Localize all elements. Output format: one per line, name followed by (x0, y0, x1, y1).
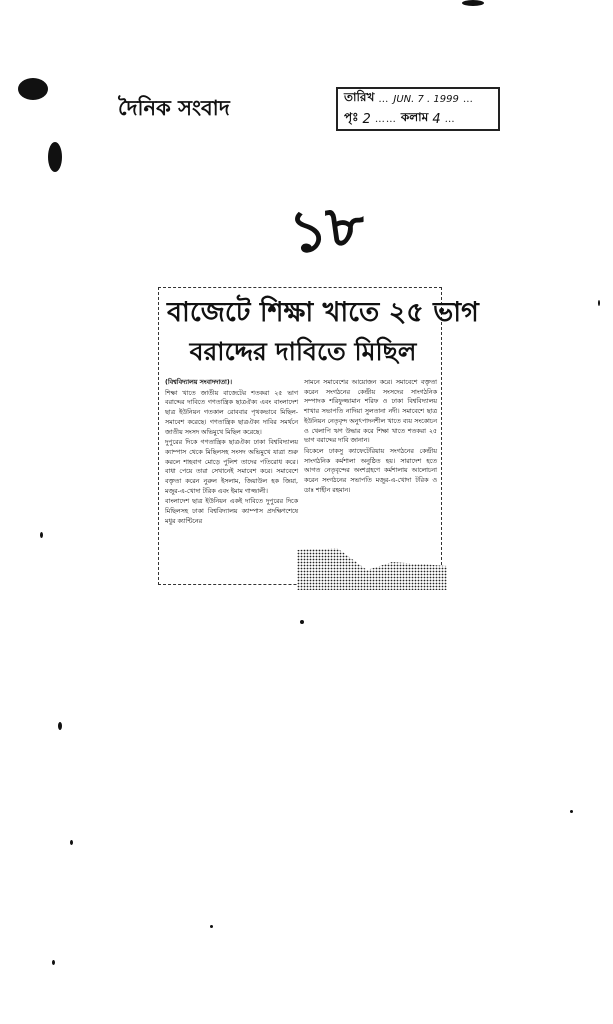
scan-speck (40, 532, 43, 538)
page-label: পৃঃ (344, 110, 359, 124)
headline-line-1: বাজেটে শিক্ষা খাতে ২৫ ভাগ (167, 297, 479, 328)
article-paragraph: সামনে সমাবেশের আয়োজন করে। সমাবেশে বক্তৃতা করেন সংগঠনের কেন্দ্রীয় সংসদের সাংগঠনিক সম্পাদক শরিফুজ্জামান শরিফ ও ঢাকা বিশ্ববিদ্যালয় শাখার সভাপতি নাদিয়া সুলতানা নদী। সমাবেশে ছাত্র ইউনিয়ন নেতৃবৃন্দ অনুৎপাদনশীল খাতে ব্যয় সংকোচন ও খেলাপি ঋণ উদ্ধার করে শিক্ষা খাতে শতকরা ২৫ ভাগ বরাদ্দের দাবি জানান। (304, 379, 437, 445)
page-column-row (338, 109, 498, 129)
article-paragraph: বিকেলে ঢাকসু ক্যাফেটেরিয়ায় সংগঠনের কেন্দ্রীয় সাংগঠনিক কর্মশালা অনুষ্ঠিত হয়। সারাদেশ হতে আগত নেতৃবৃন্দের অংশগ্রহণে কর্মশালায় আলোচনা করেন সংগঠনের সভাপতি মজুর-এ-খোদা টরিক ও ডাঃ শাহীন রহমান। (304, 447, 437, 494)
article-paragraph: বাংলাদেশ ছাত্র ইউনিয়ন একই দাবিতে দুপুরের দিকে মিছিলসহ ঢাকা বিশ্ববিদ্যালয় ক্যাম্পাস প্রদক্ষিণশেষে মধুর ক্যান্টিনের (165, 498, 298, 525)
date-dots-end: … (462, 93, 474, 105)
torn-corner-shading (297, 540, 447, 590)
scan-speck (598, 300, 600, 306)
newspaper-clipping (158, 287, 479, 585)
date-stamp-box (336, 87, 500, 131)
article-byline: (বিশ্ববিদ্যালয় সংবাদদাতা)। (165, 379, 232, 386)
date-label: তারিখ (344, 90, 375, 104)
headline-line-2: বরাদ্দের দাবিতে মিছিল (189, 337, 417, 366)
page-value: 2 (362, 111, 371, 127)
date-value: JUN. 7 . 1999 (393, 93, 459, 105)
date-row (338, 89, 498, 109)
scan-smudge (462, 0, 484, 6)
newspaper-masthead: দৈনিক সংবাদ (118, 95, 230, 120)
scan-speck (570, 810, 573, 813)
column-label: কলাম (400, 110, 429, 124)
column-dots: … (444, 113, 456, 125)
scan-speck (58, 722, 62, 730)
scan-speck (70, 840, 73, 845)
date-dots: … (378, 93, 390, 105)
article-column-2 (304, 378, 437, 528)
handwritten-page-number: ১৮ (285, 189, 370, 267)
page-dots: …… (374, 113, 397, 125)
scan-smudge (18, 78, 48, 100)
article-column-1 (165, 378, 298, 528)
article-paragraph: দুপুরের দিকে গণতান্ত্রিক ছাত্রঐক্য ঢাকা বিশ্ববিদ্যালয় ক্যাম্পাস থেকে মিছিলসহ সংসদ অভিমুখে যাত্রা শুরু করলে শাহবাগ মোড়ে পুলিশ তাদের পতিরোধ করে। বাধা পেয়ে তারা সেখানেই সমাবেশ করে। সমাবেশে বক্তৃতা করেন নুরুল ইসলাম, জিয়াউল হক জিয়া, মজুর-এ-খোদা টরিক এবং ইমাম গাজ্জালী। (165, 439, 298, 495)
article-body (165, 378, 437, 528)
scan-speck (210, 925, 213, 928)
scan-speck (300, 620, 304, 624)
article-paragraph: শিক্ষা খাতে জাতীয় বাজেটের শতকরা ২৫ ভাগ বরাদ্দের দাবিতে গণতান্ত্রিক ছাত্রঐক্য এবং বাংলাদেশ ছাত্র ইউনিয়ন গতকাল রোববার পৃথকভাবে মিছিল-সমাবেশ করেছে। গণতান্ত্রিক ছাত্রঐক্য দাবির সমর্থনে জাতীয় সংসদ অভিমুখে মিছিল করেছে। (165, 389, 298, 436)
column-value: 4 (432, 111, 441, 127)
scan-speck (52, 960, 55, 965)
scan-smudge (48, 142, 62, 172)
